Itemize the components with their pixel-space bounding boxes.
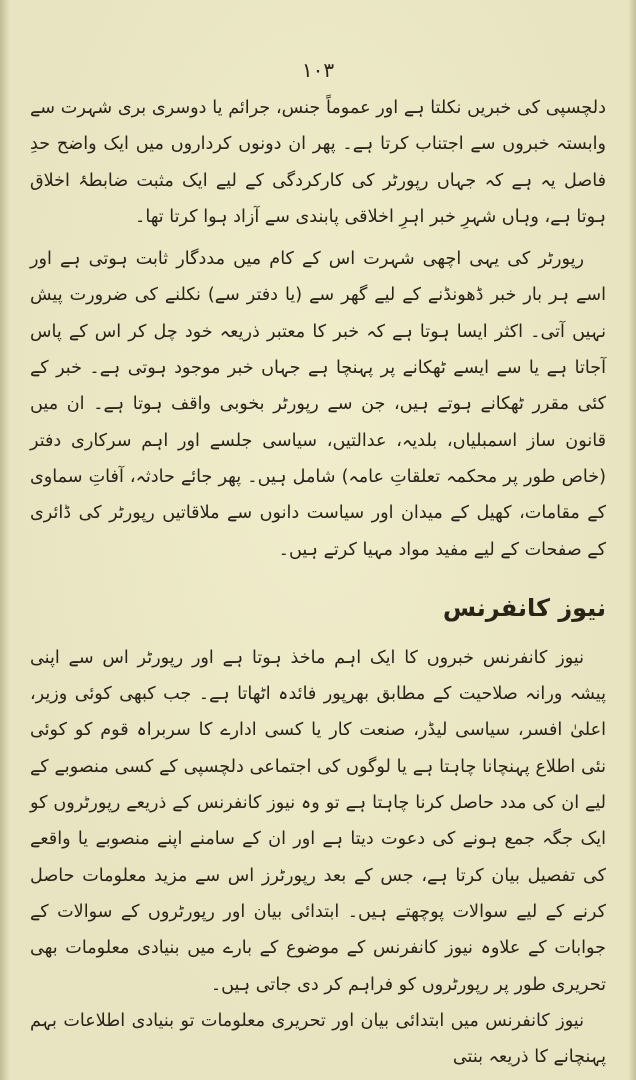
paragraph-1: دلچسپی کی خبریں نکلتا ہے اور عموماً جنس، جرائم یا دوسری بری شہرت سے وابستہ خبروں سے اجتناب کرتا ہے۔ پھر ان دونوں کرداروں میں ایک واضح حدِ فاصل یہ ہے کہ جہاں رپورٹر کی کارکردگی کے لیے ایک مثبت ضابطۂ اخلاق ہوتا ہے، وہاں شہرِ خبر اہرِ اخلاقی پابندی سے آزاد ہوا کرتا تھا۔ bbox=[30, 98, 606, 227]
page-number: ١٠٣ bbox=[301, 58, 335, 82]
paragraph-2: رپورٹر کی یہی اچھی شہرت اس کے کام میں مددگار ثابت ہوتی ہے اور اسے ہر بار خبر ڈھونڈنے کے لیے گھر سے (یا دفتر سے) نکلنے کی ضرورت پیش نہیں آتی۔ اکثر ایسا ہوتا ہے کہ خبر کا معتبر ذریعہ خود چل کر اس کے پاس آجاتا ہے یا سے ایسے ٹھکانے پر پہنچا ہے جہاں خبر موجود ہوتی ہے۔ خبر کے کئی مقرر ٹھکانے ہوتے ہیں، جن سے رپورٹر بخوبی واقف ہوتا ہے۔ ان میں قانون ساز اسمبلیاں، بلدیہ، عدالتیں، سیاسی جلسے اور اہم سرکاری دفتر (خاص طور پر محکمہ تعلقاتِ عامہ) شامل ہیں۔ پھر جائے حادثہ، آفاتِ سماوی کے مقامات، کھیل کے میدان اور سیاست دانوں سے ملاقاتیں رپورٹر کی ڈائری کے صفحات کے لیے مفید مواد مہیا کرتے ہیں۔ bbox=[30, 249, 606, 560]
paragraph-4: نیوز کانفرنس میں ابتدائی بیان اور تحریری معلومات تو بنیادی اطلاعات بہم پہنچانے کا ذریعہ بنتی bbox=[30, 1010, 606, 1068]
section-heading: نیوز کانفرنس bbox=[442, 593, 606, 622]
page-body bbox=[30, 90, 606, 1075]
paragraph-3: نیوز کانفرنس خبروں کا ایک اہم ماخذ ہوتا ہے اور رپورٹر اس سے اپنی پیشہ ورانہ صلاحیت کے مطابق بھرپور فائدہ اٹھاتا ہے۔ جب کبھی کوئی وزیر، اعلیٰ افسر، سیاسی لیڈر، صنعت کار یا کسی ادارے کا سربراہ قوم کو کوئی نئی اطلاع پہنچانا چاہتا ہے یا لوگوں کی اجتماعی دلچسپی کے کسی منصوبے کے لیے ان کی مدد حاصل کرنا چاہتا ہے تو وہ نیوز کانفرنس کے ذریعے رپورٹروں کو ایک جگہ جمع ہونے کی دعوت دیتا ہے اور ان کے سامنے اپنے منصوبے یا واقعے کی تفصیل بیان کرتا ہے، جس کے بعد رپورٹرز اس سے مزید معلومات حاصل کرنے کے لیے سوالات پوچھتے ہیں۔ ابتدائی بیان اور رپورٹروں کے سوالات کے جوابات کے علاوہ نیوز کانفرنس کے موضوع کے بارے میں بنیادی معلومات بھی تحریری طور پر رپورٹروں کو فراہم کر دی جاتی ہیں۔ bbox=[30, 647, 606, 995]
page-edge-left bbox=[0, 0, 10, 1080]
page-edge-right bbox=[628, 0, 636, 1080]
